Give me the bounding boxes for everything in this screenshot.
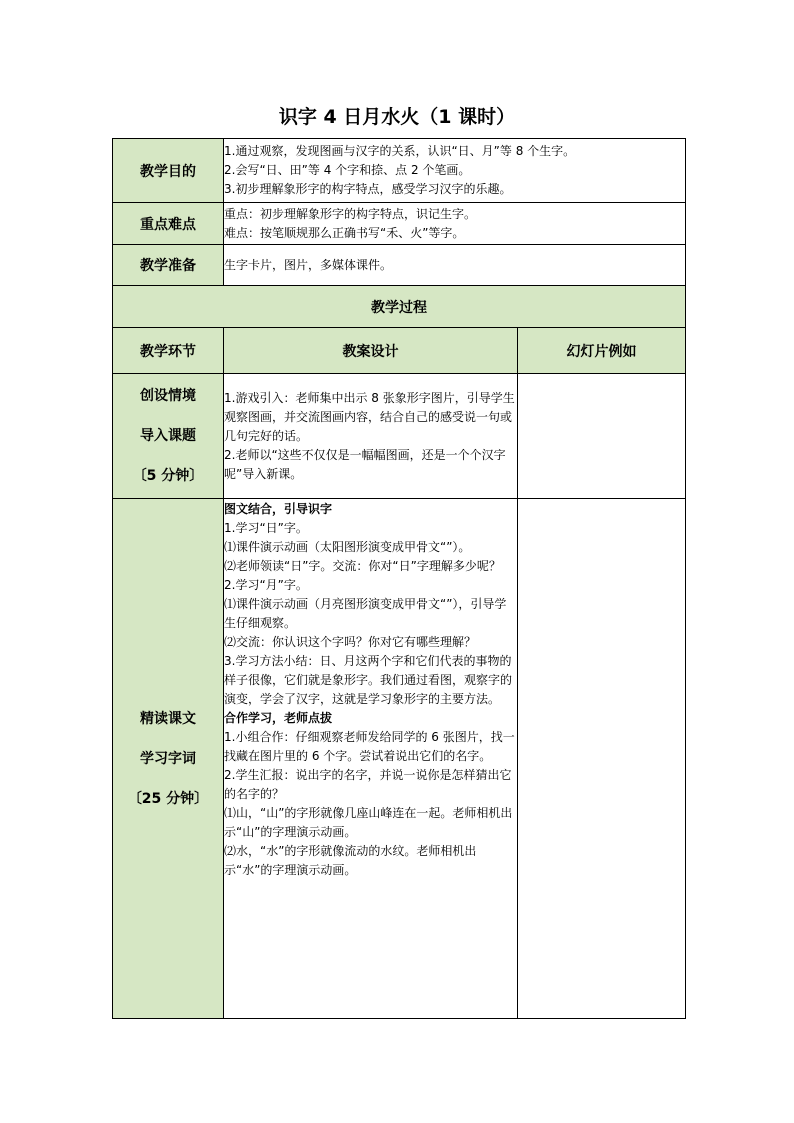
stage2-line: ⑴课件演示动画（太阳图形演变成甲骨文“”）。 [224, 540, 471, 554]
column-header-stage: 教学环节 [113, 328, 224, 374]
column-header-design: 教案设计 [224, 328, 518, 374]
stage2-row [113, 499, 686, 1019]
stage2-line: 1.学习“日”字。 [224, 521, 308, 535]
key-points-content [224, 203, 686, 245]
objectives-content [224, 139, 686, 203]
stage2-line: 2.学生汇报：说出字的名字，并说一说你是怎样猜出它的名字的？ [224, 768, 512, 801]
stage2-line: 2.学习“月”字。 [224, 578, 308, 592]
stage1-label-line: 〔5 分钟〕 [132, 468, 204, 484]
stage1-row [113, 374, 686, 499]
stage2-line: ⑴课件演示动画（月亮图形演变成甲骨文“”），引导学生仔细观察。 [224, 597, 507, 630]
objective-line: 3.初步理解象形字的构字特点，感受学习汉字的乐趣。 [224, 182, 512, 196]
stage2-line: ⑵老师领读“日”字。交流：你对“日”字理解多少呢？ [224, 559, 501, 573]
key-point-line: 重点：初步理解象形字的构字特点，识记生字。 [224, 206, 477, 221]
stage1-line: 1.游戏引入：老师集中出示 8 张象形字图片，引导学生观察图画，并交流图画内容，结合自己的感受说一句或几句完好的话。 [224, 390, 515, 443]
stage1-line: 2.老师以“这些不仅仅是一幅幅图画，还是一个个汉字呢”导入新课。 [224, 447, 506, 481]
process-header: 教学过程 [113, 286, 686, 328]
stage2-label [113, 499, 224, 1019]
stage1-slides [518, 374, 686, 499]
stage1-content [224, 374, 518, 499]
stage2-label-line: 学习字词 [140, 750, 196, 767]
preparation-content: 生字卡片，图片，多媒体课件。 [224, 245, 686, 286]
stage2-content [224, 499, 518, 1019]
process-header-row [113, 286, 686, 328]
preparation-label: 教学准备 [113, 245, 224, 286]
objectives-row [113, 139, 686, 203]
stage2-line: ⑵交流：你认识这个字吗？你对它有哪些理解？ [224, 635, 477, 649]
stage1-label [113, 374, 224, 499]
stage2-line: 3.学习方法小结：日、月这两个字和它们代表的事物的样子很像，它们就是象形字。我们通过看图，观察字的演变，学会了汉字，这就是学习象形字的主要方法。 [224, 654, 513, 706]
preparation-row [113, 245, 686, 286]
objective-line: 1.通过观察，发现图画与汉字的关系，认识“日、月”等 8 个生字。 [224, 144, 576, 158]
key-point-line: 难点：按笔顺规那么正确书写“禾、火”等字。 [224, 225, 465, 240]
column-header-slides: 幻灯片例如 [518, 328, 686, 374]
stage2-heading: 图文结合，引导识字 [224, 502, 333, 516]
page-title: 识字 4 日月水火（1 课时） [278, 106, 516, 128]
stage2-label-line: 精读课文 [140, 710, 196, 727]
stage2-line: ⑴山，“山”的字形就像几座山峰连在一起。老师相机出示“山”的字理演示动画。 [224, 806, 513, 839]
stage2-slides [518, 499, 686, 1019]
stage2-label-line: 〔25 分钟〕 [127, 790, 209, 807]
key-points-row [113, 203, 686, 245]
column-header-row [113, 328, 686, 374]
stage2-line: ⑵水，“水”的字形就像流动的水纹。老师相机出示“水”的字理演示动画。 [224, 844, 477, 877]
stage2-line: 1.小组合作：仔细观察老师发给同学的 6 张图片，找一找藏在图片里的 6 个字。尝试着说出它们的名字。 [224, 730, 515, 763]
objectives-label: 教学目的 [113, 139, 224, 203]
objective-line: 2.会写“日、田”等 4 个字和捺、点 2 个笔画。 [224, 163, 471, 177]
lesson-plan-table [112, 138, 686, 1019]
key-points-label: 重点难点 [113, 203, 224, 245]
stage1-label-line: 导入课题 [140, 428, 196, 444]
stage1-label-line: 创设情境 [140, 388, 196, 404]
stage2-heading: 合作学习，老师点拔 [224, 711, 333, 725]
